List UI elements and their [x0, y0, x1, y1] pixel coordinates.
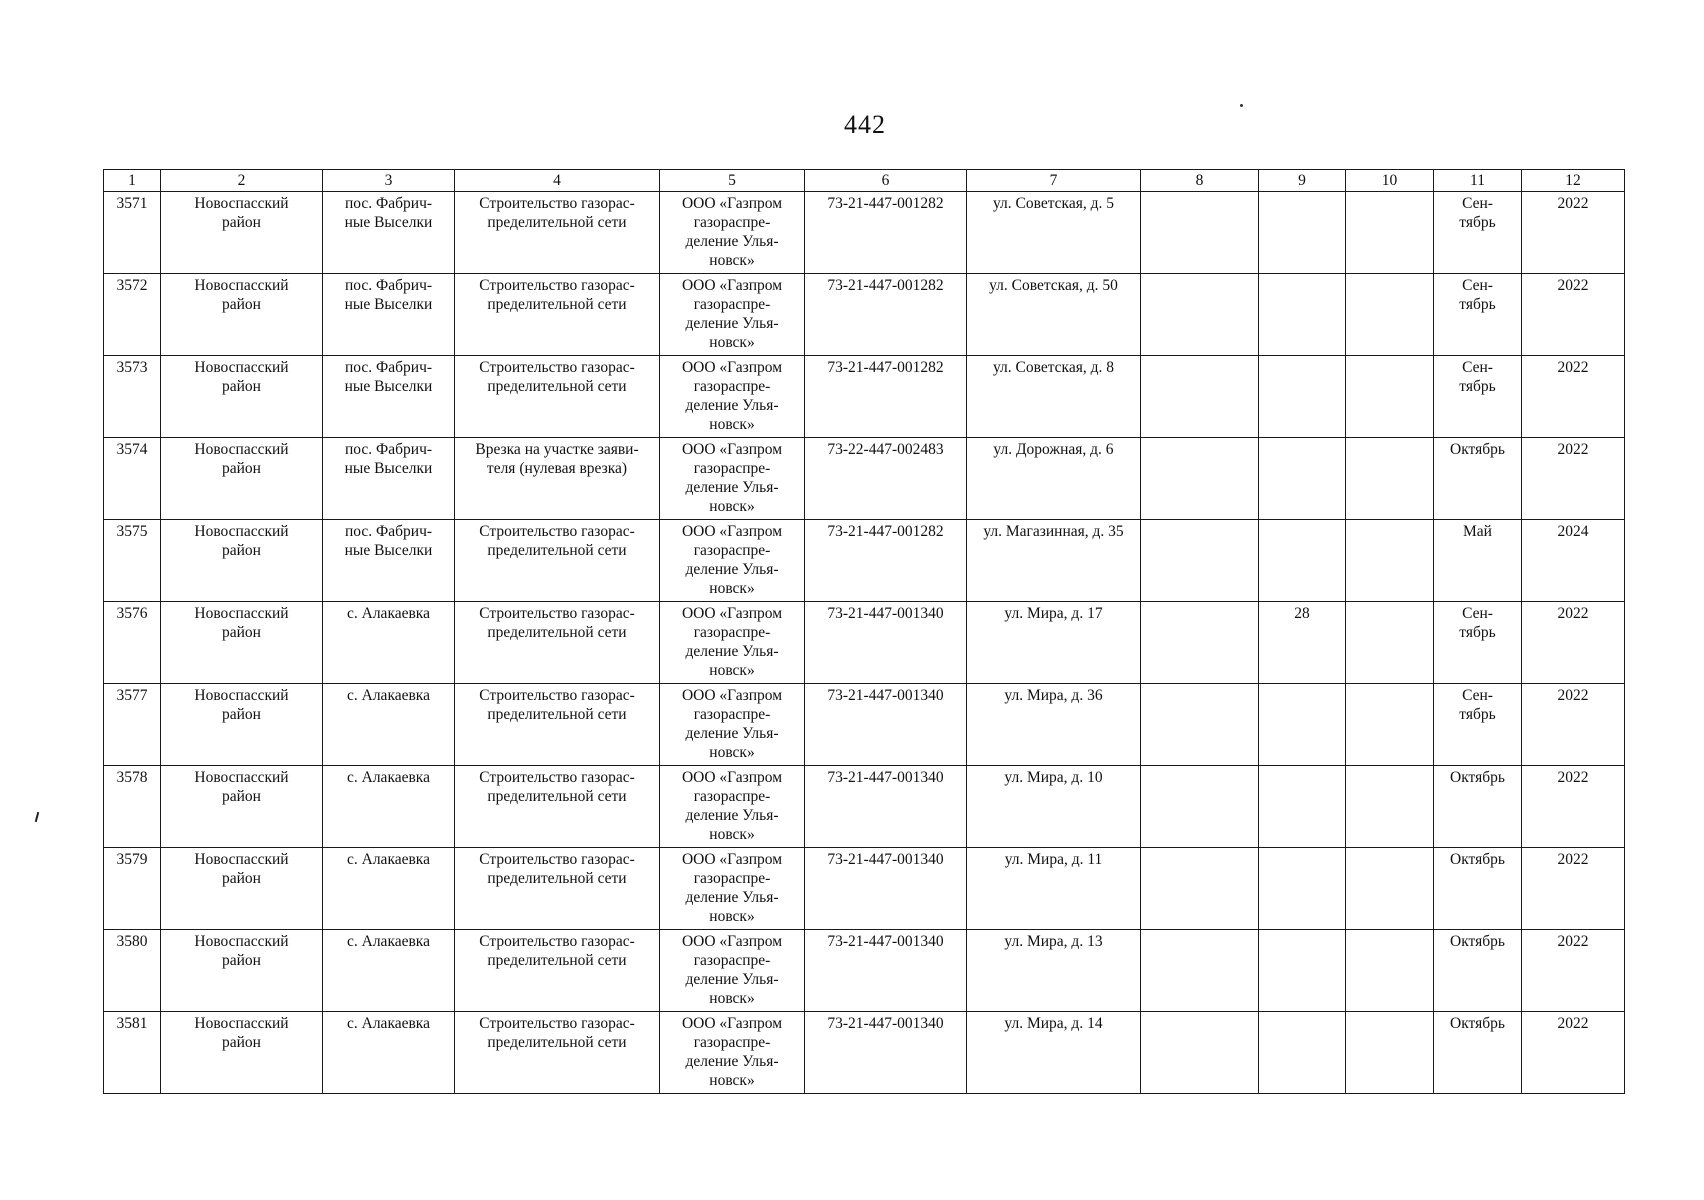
- row-number-cell: 3580: [104, 930, 161, 1012]
- cell-line: район: [222, 952, 261, 969]
- object-code-cell: 73-21-447-001340: [805, 930, 967, 1012]
- organization-cell: [660, 356, 805, 438]
- year-cell: 2022: [1522, 1012, 1625, 1094]
- cell-line: Строительство газорас-: [479, 851, 635, 868]
- cell-line: ООО «Газпром: [681, 359, 783, 376]
- cell-line: газораспре-: [693, 542, 771, 559]
- object-code-cell: 73-22-447-002483: [805, 438, 967, 520]
- cell-line: деление Улья-: [685, 233, 779, 250]
- address-cell: ул. Советская, д. 8: [967, 356, 1141, 438]
- cell-line: газораспре-: [693, 870, 771, 887]
- cell-line: Октябрь: [1450, 441, 1505, 458]
- organization-cell: [660, 602, 805, 684]
- work-type-cell: [455, 848, 660, 930]
- cell-line: пределительной сети: [487, 706, 627, 723]
- cell-line: Строительство газорас-: [479, 933, 635, 950]
- work-type-cell: [455, 356, 660, 438]
- cell-line: Сен-: [1462, 277, 1493, 294]
- cell-line: ные Выселки: [344, 296, 433, 313]
- district-cell: [161, 602, 323, 684]
- col10-cell: [1346, 930, 1434, 1012]
- address-cell: ул. Мира, д. 36: [967, 684, 1141, 766]
- object-code-cell: 73-21-447-001340: [805, 602, 967, 684]
- cell-line: новск»: [709, 744, 755, 761]
- col9-cell: [1259, 766, 1346, 848]
- cell-line: Май: [1463, 523, 1492, 540]
- col8-cell: [1141, 356, 1259, 438]
- address-cell: ул. Мира, д. 10: [967, 766, 1141, 848]
- year-cell: 2022: [1522, 684, 1625, 766]
- work-type-cell: [455, 766, 660, 848]
- cell-line: Сен-: [1462, 605, 1493, 622]
- col9-cell: [1259, 684, 1346, 766]
- address-cell: ул. Мира, д. 14: [967, 1012, 1141, 1094]
- cell-line: деление Улья-: [685, 1053, 779, 1070]
- cell-line: пос. Фабрич-: [344, 359, 433, 376]
- cell-line: новск»: [709, 990, 755, 1007]
- row-number-cell: 3573: [104, 356, 161, 438]
- address-cell: ул. Мира, д. 17: [967, 602, 1141, 684]
- cell-line: район: [222, 870, 261, 887]
- cell-line: ООО «Газпром: [681, 605, 783, 622]
- object-code-cell: 73-21-447-001340: [805, 684, 967, 766]
- organization-cell: [660, 274, 805, 356]
- month-cell: [1434, 356, 1522, 438]
- cell-line: новск»: [709, 334, 755, 351]
- district-cell: [161, 192, 323, 274]
- cell-line: пос. Фабрич-: [344, 441, 433, 458]
- cell-line: ООО «Газпром: [681, 277, 783, 294]
- scan-speck: [1240, 104, 1243, 107]
- cell-line: район: [222, 296, 261, 313]
- cell-line: пос. Фабрич-: [344, 195, 433, 212]
- cell-line: деление Улья-: [685, 315, 779, 332]
- col10-cell: [1346, 356, 1434, 438]
- month-cell: [1434, 602, 1522, 684]
- cell-line: ООО «Газпром: [681, 1015, 783, 1032]
- district-cell: [161, 438, 323, 520]
- cell-line: газораспре-: [693, 378, 771, 395]
- month-cell: [1434, 766, 1522, 848]
- cell-line: новск»: [709, 252, 755, 269]
- column-number: 8: [1141, 170, 1259, 192]
- cell-line: пределительной сети: [487, 214, 627, 231]
- row-number-cell: 3577: [104, 684, 161, 766]
- cell-line: новск»: [709, 908, 755, 925]
- table-row: [104, 1012, 1625, 1094]
- cell-line: ООО «Газпром: [681, 851, 783, 868]
- address-cell: ул. Дорожная, д. 6: [967, 438, 1141, 520]
- cell-line: тябрь: [1459, 214, 1496, 231]
- cell-line: газораспре-: [693, 296, 771, 313]
- col10-cell: [1346, 848, 1434, 930]
- col10-cell: [1346, 602, 1434, 684]
- cell-line: Строительство газорас-: [479, 523, 635, 540]
- district-cell: [161, 766, 323, 848]
- column-number: 11: [1434, 170, 1522, 192]
- table-row: [104, 356, 1625, 438]
- district-cell: [161, 848, 323, 930]
- cell-line: ООО «Газпром: [681, 441, 783, 458]
- table-row: [104, 438, 1625, 520]
- col9-cell: [1259, 848, 1346, 930]
- col8-cell: [1141, 1012, 1259, 1094]
- settlement-cell: [323, 930, 455, 1012]
- year-cell: 2022: [1522, 356, 1625, 438]
- district-cell: [161, 684, 323, 766]
- address-cell: ул. Магазинная, д. 35: [967, 520, 1141, 602]
- cell-line: деление Улья-: [685, 971, 779, 988]
- cell-line: район: [222, 542, 261, 559]
- cell-line: пределительной сети: [487, 952, 627, 969]
- year-cell: 2022: [1522, 438, 1625, 520]
- cell-line: с. Алакаевка: [347, 605, 430, 622]
- cell-line: деление Улья-: [685, 479, 779, 496]
- month-cell: [1434, 848, 1522, 930]
- column-number: 4: [455, 170, 660, 192]
- cell-line: новск»: [709, 498, 755, 515]
- cell-line: Новоспасский: [194, 359, 289, 376]
- settlement-cell: [323, 438, 455, 520]
- column-number: 12: [1522, 170, 1625, 192]
- col10-cell: [1346, 1012, 1434, 1094]
- cell-line: район: [222, 214, 261, 231]
- cell-line: деление Улья-: [685, 397, 779, 414]
- cell-line: с. Алакаевка: [347, 687, 430, 704]
- col9-cell: 28: [1259, 602, 1346, 684]
- settlement-cell: [323, 602, 455, 684]
- column-number: 1: [104, 170, 161, 192]
- cell-line: ные Выселки: [344, 542, 433, 559]
- table-row: [104, 930, 1625, 1012]
- work-type-cell: [455, 602, 660, 684]
- cell-line: тябрь: [1459, 378, 1496, 395]
- row-number-cell: 3574: [104, 438, 161, 520]
- settlement-cell: [323, 192, 455, 274]
- month-cell: [1434, 520, 1522, 602]
- col9-cell: [1259, 356, 1346, 438]
- month-cell: [1434, 684, 1522, 766]
- col8-cell: [1141, 438, 1259, 520]
- work-type-cell: [455, 438, 660, 520]
- organization-cell: [660, 1012, 805, 1094]
- row-number-cell: 3572: [104, 274, 161, 356]
- cell-line: район: [222, 378, 261, 395]
- cell-line: пределительной сети: [487, 788, 627, 805]
- cell-line: Новоспасский: [194, 523, 289, 540]
- cell-line: деление Улья-: [685, 725, 779, 742]
- col9-cell: [1259, 930, 1346, 1012]
- object-code-cell: 73-21-447-001282: [805, 520, 967, 602]
- row-number-cell: 3578: [104, 766, 161, 848]
- cell-line: с. Алакаевка: [347, 851, 430, 868]
- col10-cell: [1346, 766, 1434, 848]
- district-cell: [161, 930, 323, 1012]
- object-code-cell: 73-21-447-001282: [805, 356, 967, 438]
- cell-line: Врезка на участке заяви-: [475, 441, 639, 458]
- organization-cell: [660, 766, 805, 848]
- organization-cell: [660, 438, 805, 520]
- cell-line: Строительство газорас-: [479, 1015, 635, 1032]
- organization-cell: [660, 684, 805, 766]
- organization-cell: [660, 520, 805, 602]
- settlement-cell: [323, 766, 455, 848]
- cell-line: деление Улья-: [685, 889, 779, 906]
- cell-line: пределительной сети: [487, 624, 627, 641]
- cell-line: ООО «Газпром: [681, 687, 783, 704]
- col8-cell: [1141, 848, 1259, 930]
- cell-line: новск»: [709, 826, 755, 843]
- organization-cell: [660, 192, 805, 274]
- cell-line: деление Улья-: [685, 561, 779, 578]
- cell-line: Новоспасский: [194, 1015, 289, 1032]
- cell-line: деление Улья-: [685, 807, 779, 824]
- cell-line: Новоспасский: [194, 441, 289, 458]
- table-row: [104, 520, 1625, 602]
- object-code-cell: 73-21-447-001282: [805, 274, 967, 356]
- column-number: 7: [967, 170, 1141, 192]
- cell-line: ООО «Газпром: [681, 523, 783, 540]
- cell-line: район: [222, 1034, 261, 1051]
- cell-line: теля (нулевая врезка): [486, 460, 628, 477]
- row-number-cell: 3575: [104, 520, 161, 602]
- cell-line: пос. Фабрич-: [344, 523, 433, 540]
- cell-line: газораспре-: [693, 952, 771, 969]
- col8-cell: [1141, 930, 1259, 1012]
- cell-line: Сен-: [1462, 195, 1493, 212]
- month-cell: [1434, 274, 1522, 356]
- cell-line: Строительство газорас-: [479, 605, 635, 622]
- month-cell: [1434, 438, 1522, 520]
- cell-line: Строительство газорас-: [479, 359, 635, 376]
- year-cell: 2022: [1522, 848, 1625, 930]
- year-cell: 2022: [1522, 192, 1625, 274]
- work-type-cell: [455, 192, 660, 274]
- cell-line: Новоспасский: [194, 933, 289, 950]
- table-row: [104, 848, 1625, 930]
- cell-line: с. Алакаевка: [347, 769, 430, 786]
- cell-line: Новоспасский: [194, 277, 289, 294]
- settlement-cell: [323, 1012, 455, 1094]
- column-number: 10: [1346, 170, 1434, 192]
- cell-line: тябрь: [1459, 706, 1496, 723]
- organization-cell: [660, 930, 805, 1012]
- address-cell: ул. Советская, д. 5: [967, 192, 1141, 274]
- cell-line: Новоспасский: [194, 769, 289, 786]
- col8-cell: [1141, 192, 1259, 274]
- work-type-cell: [455, 520, 660, 602]
- cell-line: новск»: [709, 416, 755, 433]
- column-number: 3: [323, 170, 455, 192]
- work-type-cell: [455, 274, 660, 356]
- cell-line: новск»: [709, 662, 755, 679]
- address-cell: ул. Советская, д. 50: [967, 274, 1141, 356]
- cell-line: Строительство газорас-: [479, 687, 635, 704]
- cell-line: пос. Фабрич-: [344, 277, 433, 294]
- column-number-row: [104, 170, 1625, 192]
- month-cell: [1434, 930, 1522, 1012]
- year-cell: 2024: [1522, 520, 1625, 602]
- col10-cell: [1346, 192, 1434, 274]
- row-number-cell: 3576: [104, 602, 161, 684]
- cell-line: ООО «Газпром: [681, 933, 783, 950]
- cell-line: ные Выселки: [344, 378, 433, 395]
- month-cell: [1434, 1012, 1522, 1094]
- cell-line: Новоспасский: [194, 195, 289, 212]
- object-code-cell: 73-21-447-001340: [805, 1012, 967, 1094]
- col8-cell: [1141, 684, 1259, 766]
- row-number-cell: 3571: [104, 192, 161, 274]
- col9-cell: [1259, 192, 1346, 274]
- col9-cell: [1259, 274, 1346, 356]
- row-number-cell: 3579: [104, 848, 161, 930]
- cell-line: газораспре-: [693, 788, 771, 805]
- cell-line: газораспре-: [693, 1034, 771, 1051]
- cell-line: Сен-: [1462, 687, 1493, 704]
- cell-line: пределительной сети: [487, 378, 627, 395]
- object-code-cell: 73-21-447-001340: [805, 766, 967, 848]
- table-row: [104, 766, 1625, 848]
- district-cell: [161, 520, 323, 602]
- address-cell: ул. Мира, д. 11: [967, 848, 1141, 930]
- table-row: [104, 274, 1625, 356]
- year-cell: 2022: [1522, 930, 1625, 1012]
- settlement-cell: [323, 520, 455, 602]
- work-type-cell: [455, 930, 660, 1012]
- cell-line: Строительство газорас-: [479, 277, 635, 294]
- cell-line: новск»: [709, 580, 755, 597]
- col8-cell: [1141, 602, 1259, 684]
- cell-line: газораспре-: [693, 706, 771, 723]
- cell-line: деление Улья-: [685, 643, 779, 660]
- cell-line: пределительной сети: [487, 870, 627, 887]
- settlement-cell: [323, 848, 455, 930]
- settlement-cell: [323, 356, 455, 438]
- settlement-cell: [323, 274, 455, 356]
- cell-line: пределительной сети: [487, 296, 627, 313]
- cell-line: газораспре-: [693, 624, 771, 641]
- table-row: [104, 192, 1625, 274]
- cell-line: Новоспасский: [194, 851, 289, 868]
- cell-line: газораспре-: [693, 460, 771, 477]
- settlement-cell: [323, 684, 455, 766]
- cell-line: Октябрь: [1450, 933, 1505, 950]
- col10-cell: [1346, 684, 1434, 766]
- cell-line: с. Алакаевка: [347, 933, 430, 950]
- column-number: 9: [1259, 170, 1346, 192]
- address-cell: ул. Мира, д. 13: [967, 930, 1141, 1012]
- column-number: 2: [161, 170, 323, 192]
- month-cell: [1434, 192, 1522, 274]
- district-cell: [161, 274, 323, 356]
- cell-line: с. Алакаевка: [347, 1015, 430, 1032]
- col9-cell: [1259, 1012, 1346, 1094]
- col8-cell: [1141, 766, 1259, 848]
- register-table: [103, 169, 1625, 1094]
- cell-line: Строительство газорас-: [479, 195, 635, 212]
- cell-line: Сен-: [1462, 359, 1493, 376]
- cell-line: пределительной сети: [487, 542, 627, 559]
- table-row: [104, 684, 1625, 766]
- cell-line: газораспре-: [693, 214, 771, 231]
- page-number: 442: [844, 110, 886, 139]
- table-row: [104, 602, 1625, 684]
- cell-line: Октябрь: [1450, 769, 1505, 786]
- cell-line: район: [222, 788, 261, 805]
- cell-line: новск»: [709, 1072, 755, 1089]
- cell-line: ные Выселки: [344, 214, 433, 231]
- column-number: 6: [805, 170, 967, 192]
- district-cell: [161, 356, 323, 438]
- year-cell: 2022: [1522, 274, 1625, 356]
- cell-line: ные Выселки: [344, 460, 433, 477]
- cell-line: район: [222, 460, 261, 477]
- cell-line: Новоспасский: [194, 687, 289, 704]
- table-body: [104, 170, 1625, 1094]
- cell-line: ООО «Газпром: [681, 195, 783, 212]
- object-code-cell: 73-21-447-001282: [805, 192, 967, 274]
- col8-cell: [1141, 274, 1259, 356]
- cell-line: Октябрь: [1450, 851, 1505, 868]
- object-code-cell: 73-21-447-001340: [805, 848, 967, 930]
- cell-line: Строительство газорас-: [479, 769, 635, 786]
- margin-mark: [35, 812, 40, 822]
- cell-line: ООО «Газпром: [681, 769, 783, 786]
- cell-line: Новоспасский: [194, 605, 289, 622]
- col9-cell: [1259, 520, 1346, 602]
- cell-line: район: [222, 624, 261, 641]
- col10-cell: [1346, 274, 1434, 356]
- col8-cell: [1141, 520, 1259, 602]
- year-cell: 2022: [1522, 602, 1625, 684]
- work-type-cell: [455, 1012, 660, 1094]
- organization-cell: [660, 848, 805, 930]
- year-cell: 2022: [1522, 766, 1625, 848]
- district-cell: [161, 1012, 323, 1094]
- col10-cell: [1346, 438, 1434, 520]
- cell-line: район: [222, 706, 261, 723]
- cell-line: тябрь: [1459, 296, 1496, 313]
- work-type-cell: [455, 684, 660, 766]
- cell-line: пределительной сети: [487, 1034, 627, 1051]
- col10-cell: [1346, 520, 1434, 602]
- cell-line: Октябрь: [1450, 1015, 1505, 1032]
- cell-line: тябрь: [1459, 624, 1496, 641]
- row-number-cell: 3581: [104, 1012, 161, 1094]
- col9-cell: [1259, 438, 1346, 520]
- column-number: 5: [660, 170, 805, 192]
